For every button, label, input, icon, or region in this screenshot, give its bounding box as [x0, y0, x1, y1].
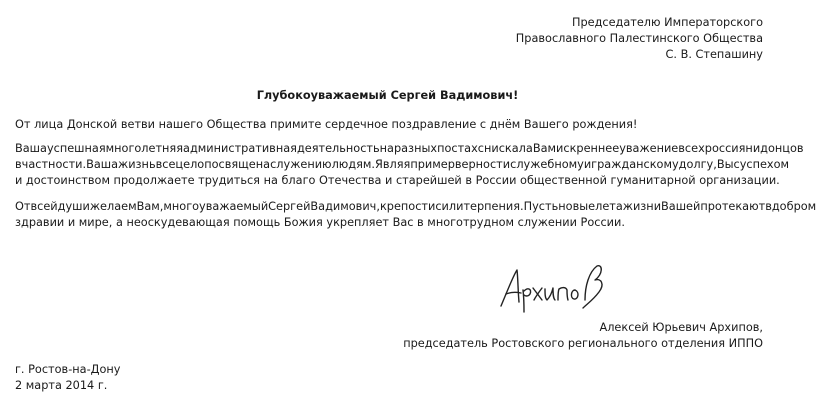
word: души — [57, 200, 90, 213]
word: От — [15, 200, 31, 213]
letter-place: г. Ростов-на-Дону — [15, 363, 121, 376]
word: успехом — [739, 158, 790, 171]
word: служению — [270, 158, 332, 171]
word: и — [583, 158, 592, 171]
word: в — [15, 158, 22, 171]
word: верности — [454, 158, 511, 171]
word: снискала — [477, 142, 533, 155]
word: разных — [393, 142, 438, 155]
word: сил — [435, 200, 457, 213]
word: жизнь — [118, 158, 156, 171]
word: многолетняя — [105, 142, 184, 155]
word: добром — [771, 200, 816, 213]
word: посвящена — [204, 158, 271, 171]
word: желаем — [89, 200, 137, 213]
word: терпения. — [463, 200, 524, 213]
word: Вам — [532, 142, 557, 155]
word: всех — [678, 142, 705, 155]
word: успешная — [46, 142, 106, 155]
word: протекают — [700, 200, 766, 213]
paragraph-2-line-1 — [15, 141, 804, 156]
word: на — [379, 142, 394, 155]
word: пример — [410, 158, 455, 171]
word: жизни — [622, 200, 662, 213]
addressee-line-1: Председателю Императорского — [571, 16, 763, 29]
word: лета — [595, 200, 623, 213]
signatory-position: председатель Ростовского регионального отделения ИППО — [403, 337, 763, 350]
word: Сергей — [268, 200, 311, 213]
word: и — [752, 142, 761, 155]
word: искреннее — [556, 142, 620, 155]
word: многоуважаемый — [163, 200, 269, 213]
addressee-line-2: Православного Палестинского Общества — [515, 32, 763, 45]
word: донцов — [760, 142, 804, 155]
signatory-name: Алексей Юрьевич Архипов, — [599, 321, 763, 334]
paragraph-3-line-1 — [15, 199, 816, 214]
word: Являя — [375, 158, 411, 171]
paragraph-1: От лица Донской ветви нашего Общества примите сердечное поздравление с днём Вашего рождения! — [15, 118, 638, 131]
word: Вы — [716, 158, 734, 171]
word: уважение — [619, 142, 679, 155]
word: людям. — [331, 158, 376, 171]
word: крепости — [379, 200, 436, 213]
word: долгу, — [678, 158, 717, 171]
paragraph-2-line-3: и достоинством продолжаете трудиться на благо Отечества и старейшей в России общественной гуманитарной организации. — [15, 174, 780, 187]
word: в — [765, 200, 772, 213]
word: частности. — [21, 158, 87, 171]
word: постах — [437, 142, 478, 155]
word: гражданскому — [591, 158, 679, 171]
salutation: Глубокоуважаемый Сергей Вадимович! — [256, 89, 519, 102]
paragraph-2-line-2 — [15, 157, 790, 172]
word: новые — [558, 200, 596, 213]
paragraph-3-line-2: здравии и мире, а неоскудевающая помощь Божия укрепляет Вас в многотрудном служении России. — [15, 216, 625, 229]
word: россиян — [704, 142, 753, 155]
word: деятельность — [296, 142, 380, 155]
word: Ваша — [15, 142, 47, 155]
handwritten-signature — [497, 262, 609, 314]
word: всецело — [155, 158, 205, 171]
addressee-line-3: С. В. Степашину — [665, 48, 763, 61]
word: Ваша — [86, 158, 119, 171]
word: всей — [30, 200, 58, 213]
word: служебному — [510, 158, 584, 171]
word: Вашей — [661, 200, 701, 213]
word: Пусть — [523, 200, 559, 213]
word: Вам, — [136, 200, 164, 213]
word: с — [733, 158, 740, 171]
word: и — [456, 200, 464, 213]
word: административная — [183, 142, 297, 155]
word: Вадимович, — [310, 200, 380, 213]
letter-date: 2 марта 2014 г. — [15, 379, 108, 392]
